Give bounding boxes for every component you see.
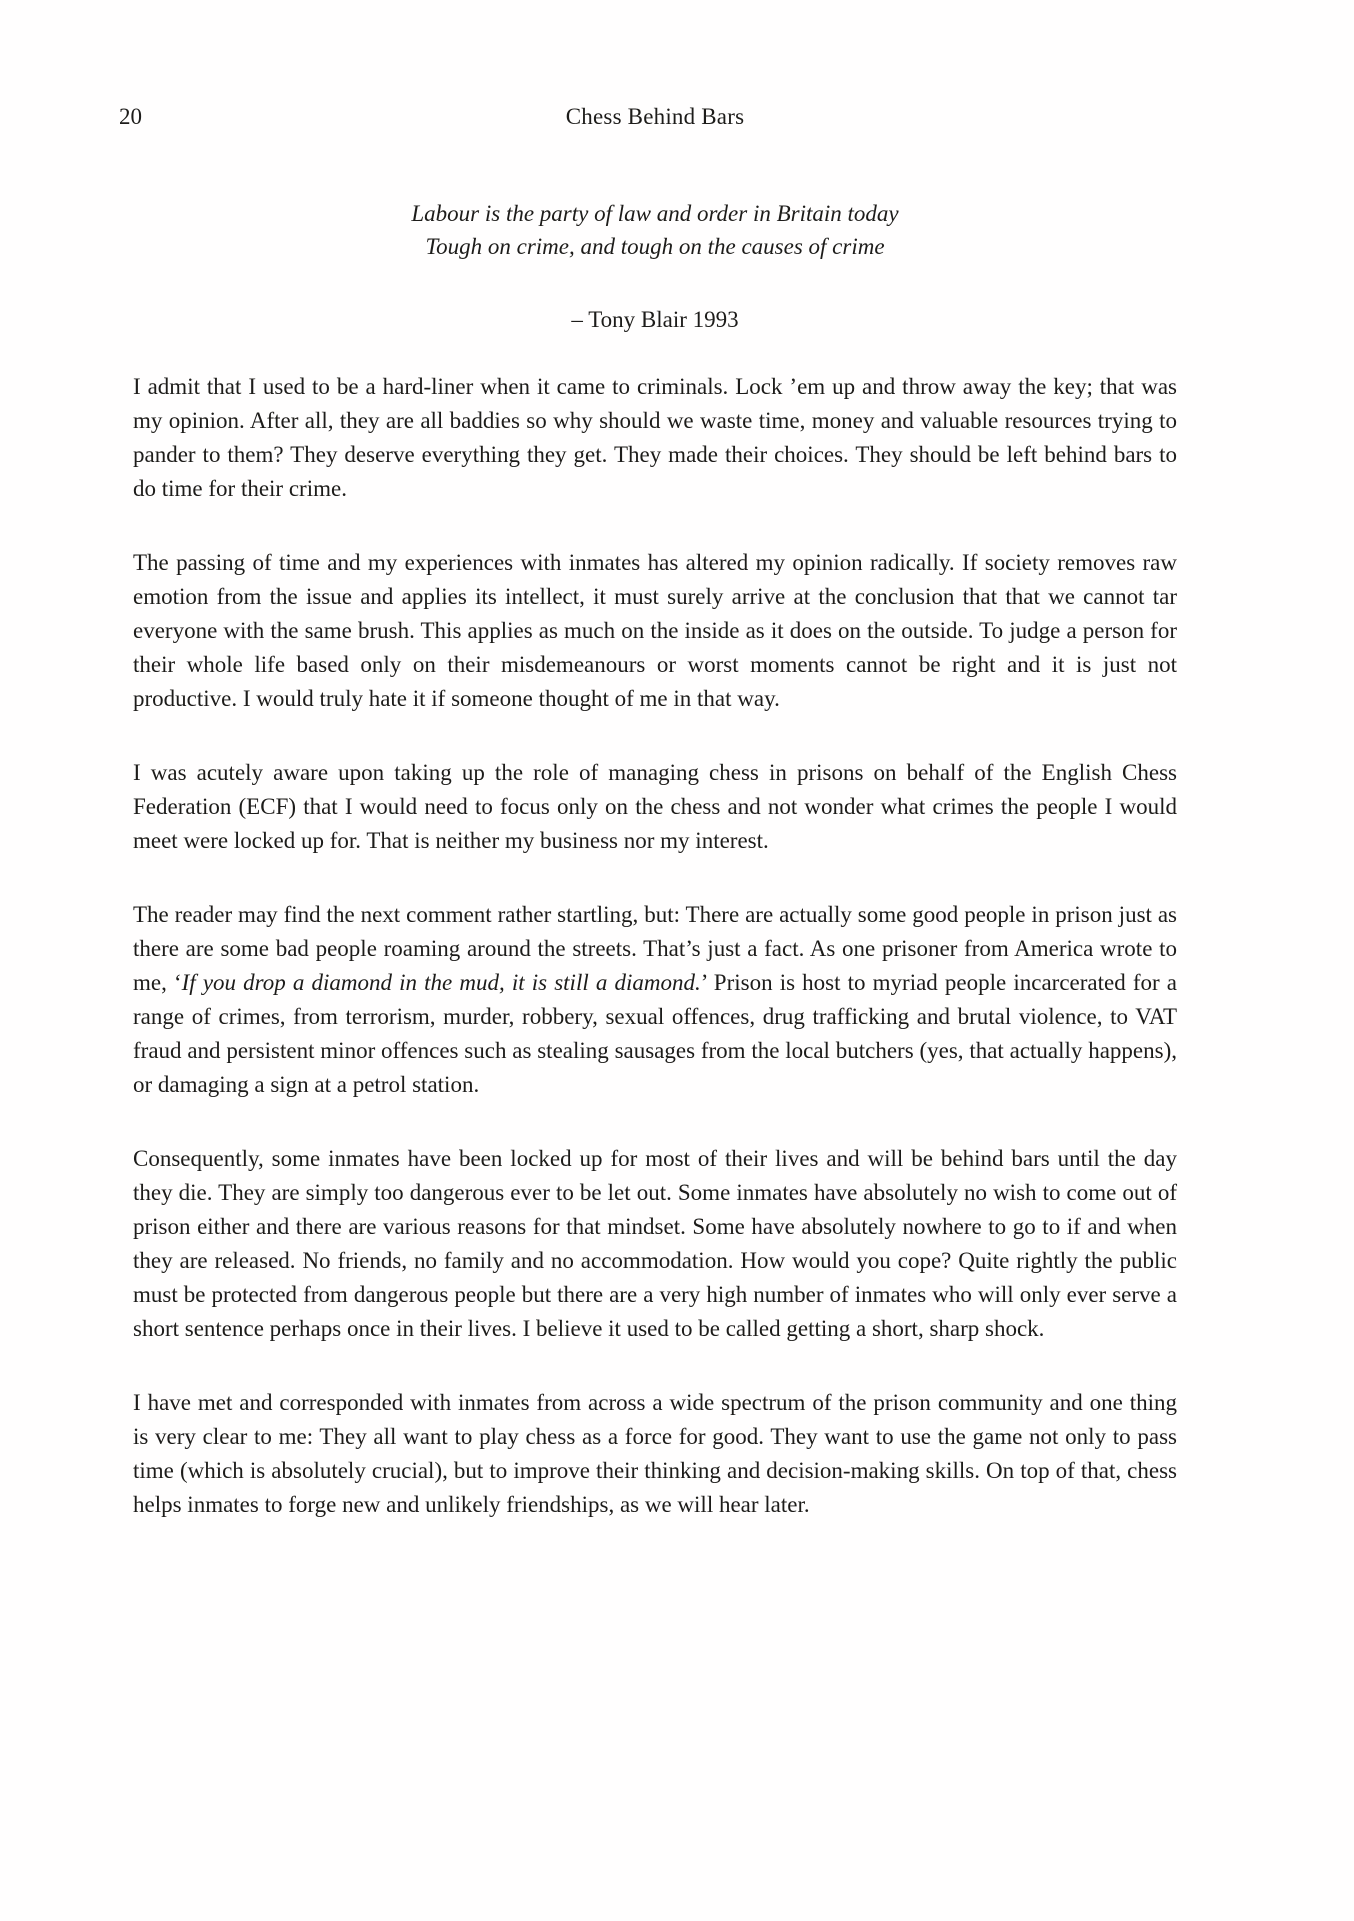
paragraph-2: The passing of time and my experiences with inmates has altered my opinion radically. If society removes raw emotion from the issue and applies its intellect, it must surely arrive at the conclusion that that we cannot tar everyone with the same brush. This applies as much on the inside as it does on the outside. To judge a person for their whole life based only on their misdemeanours or worst moments cannot be right and it is just not productive. I would truly hate it if someone thought of me in that way. [133,550,1177,711]
epigraph-line-2: Tough on crime, and tough on the causes of crime [425,234,885,259]
paragraph-4-text: The reader may find the next comment rather startling, but: There are actually some good people in prison just as there are some bad people roaming around the streets. That’s just a fact. As one prisoner from America wrote to me, ‘ [133,902,1177,995]
epigraph-attribution: – Tony Blair 1993 [571,307,739,332]
epigraph [133,197,1177,263]
epigraph-line-1: Labour is the party of law and order in Britain today [411,201,899,226]
page-number: 20 [119,104,142,129]
paragraph-4 [133,898,1177,1102]
paragraph-5: Consequently, some inmates have been locked up for most of their lives and will be behind bars until the day they die. They are simply too dangerous ever to be let out. Some inmates have absolutely no wish to come out of prison either and there are various reasons for that mindset. Some have absolutely nowhere to go to if and when they are released. No friends, no family and no accommodation. How would you cope? Quite rightly the public must be protected from dangerous people but there are a very high number of inmates who will only ever serve a short sentence perhaps once in their lives. I believe it used to be called getting a short, sharp shock. [133,1146,1177,1341]
paragraph-3: I was acutely aware upon taking up the role of managing chess in prisons on behalf of the English Chess Federation (ECF) that I would need to focus only on the chess and not wonder what crimes the people I would meet were locked up for. That is neither my business nor my interest. [133,760,1177,853]
paragraph-4-quote: If you drop a diamond in the mud, it is still a diamond. [181,970,701,995]
paragraph-4-text-after: ’ Prison is host to myriad people incarcerated for a range of crimes, from terrorism, murder, robbery, sexual offences, drug trafficking and brutal violence, to VAT fraud and persistent minor offences such as stealing sausages from the local butchers (yes, that actually happens), or damaging a sign at a petrol station. [133,970,1177,1097]
paragraph-6: I have met and corresponded with inmates from across a wide spectrum of the prison community and one thing is very clear to me: They all want to play chess as a force for good. They want to use the game not only to pass time (which is absolutely crucial), but to improve their thinking and decision-making skills. On top of that, chess helps inmates to forge new and unlikely friendships, as we will hear later. [133,1390,1177,1517]
running-title: Chess Behind Bars [565,104,745,129]
body-text [133,370,1177,1522]
page-header [119,100,1177,134]
paragraph-1: I admit that I used to be a hard-liner when it came to criminals. Lock ’em up and throw away the key; that was my opinion. After all, they are all baddies so why should we waste time, money and valuable resources trying to pander to them? They deserve everything they get. They made their choices. They should be left behind bars to do time for their crime. [133,374,1177,501]
